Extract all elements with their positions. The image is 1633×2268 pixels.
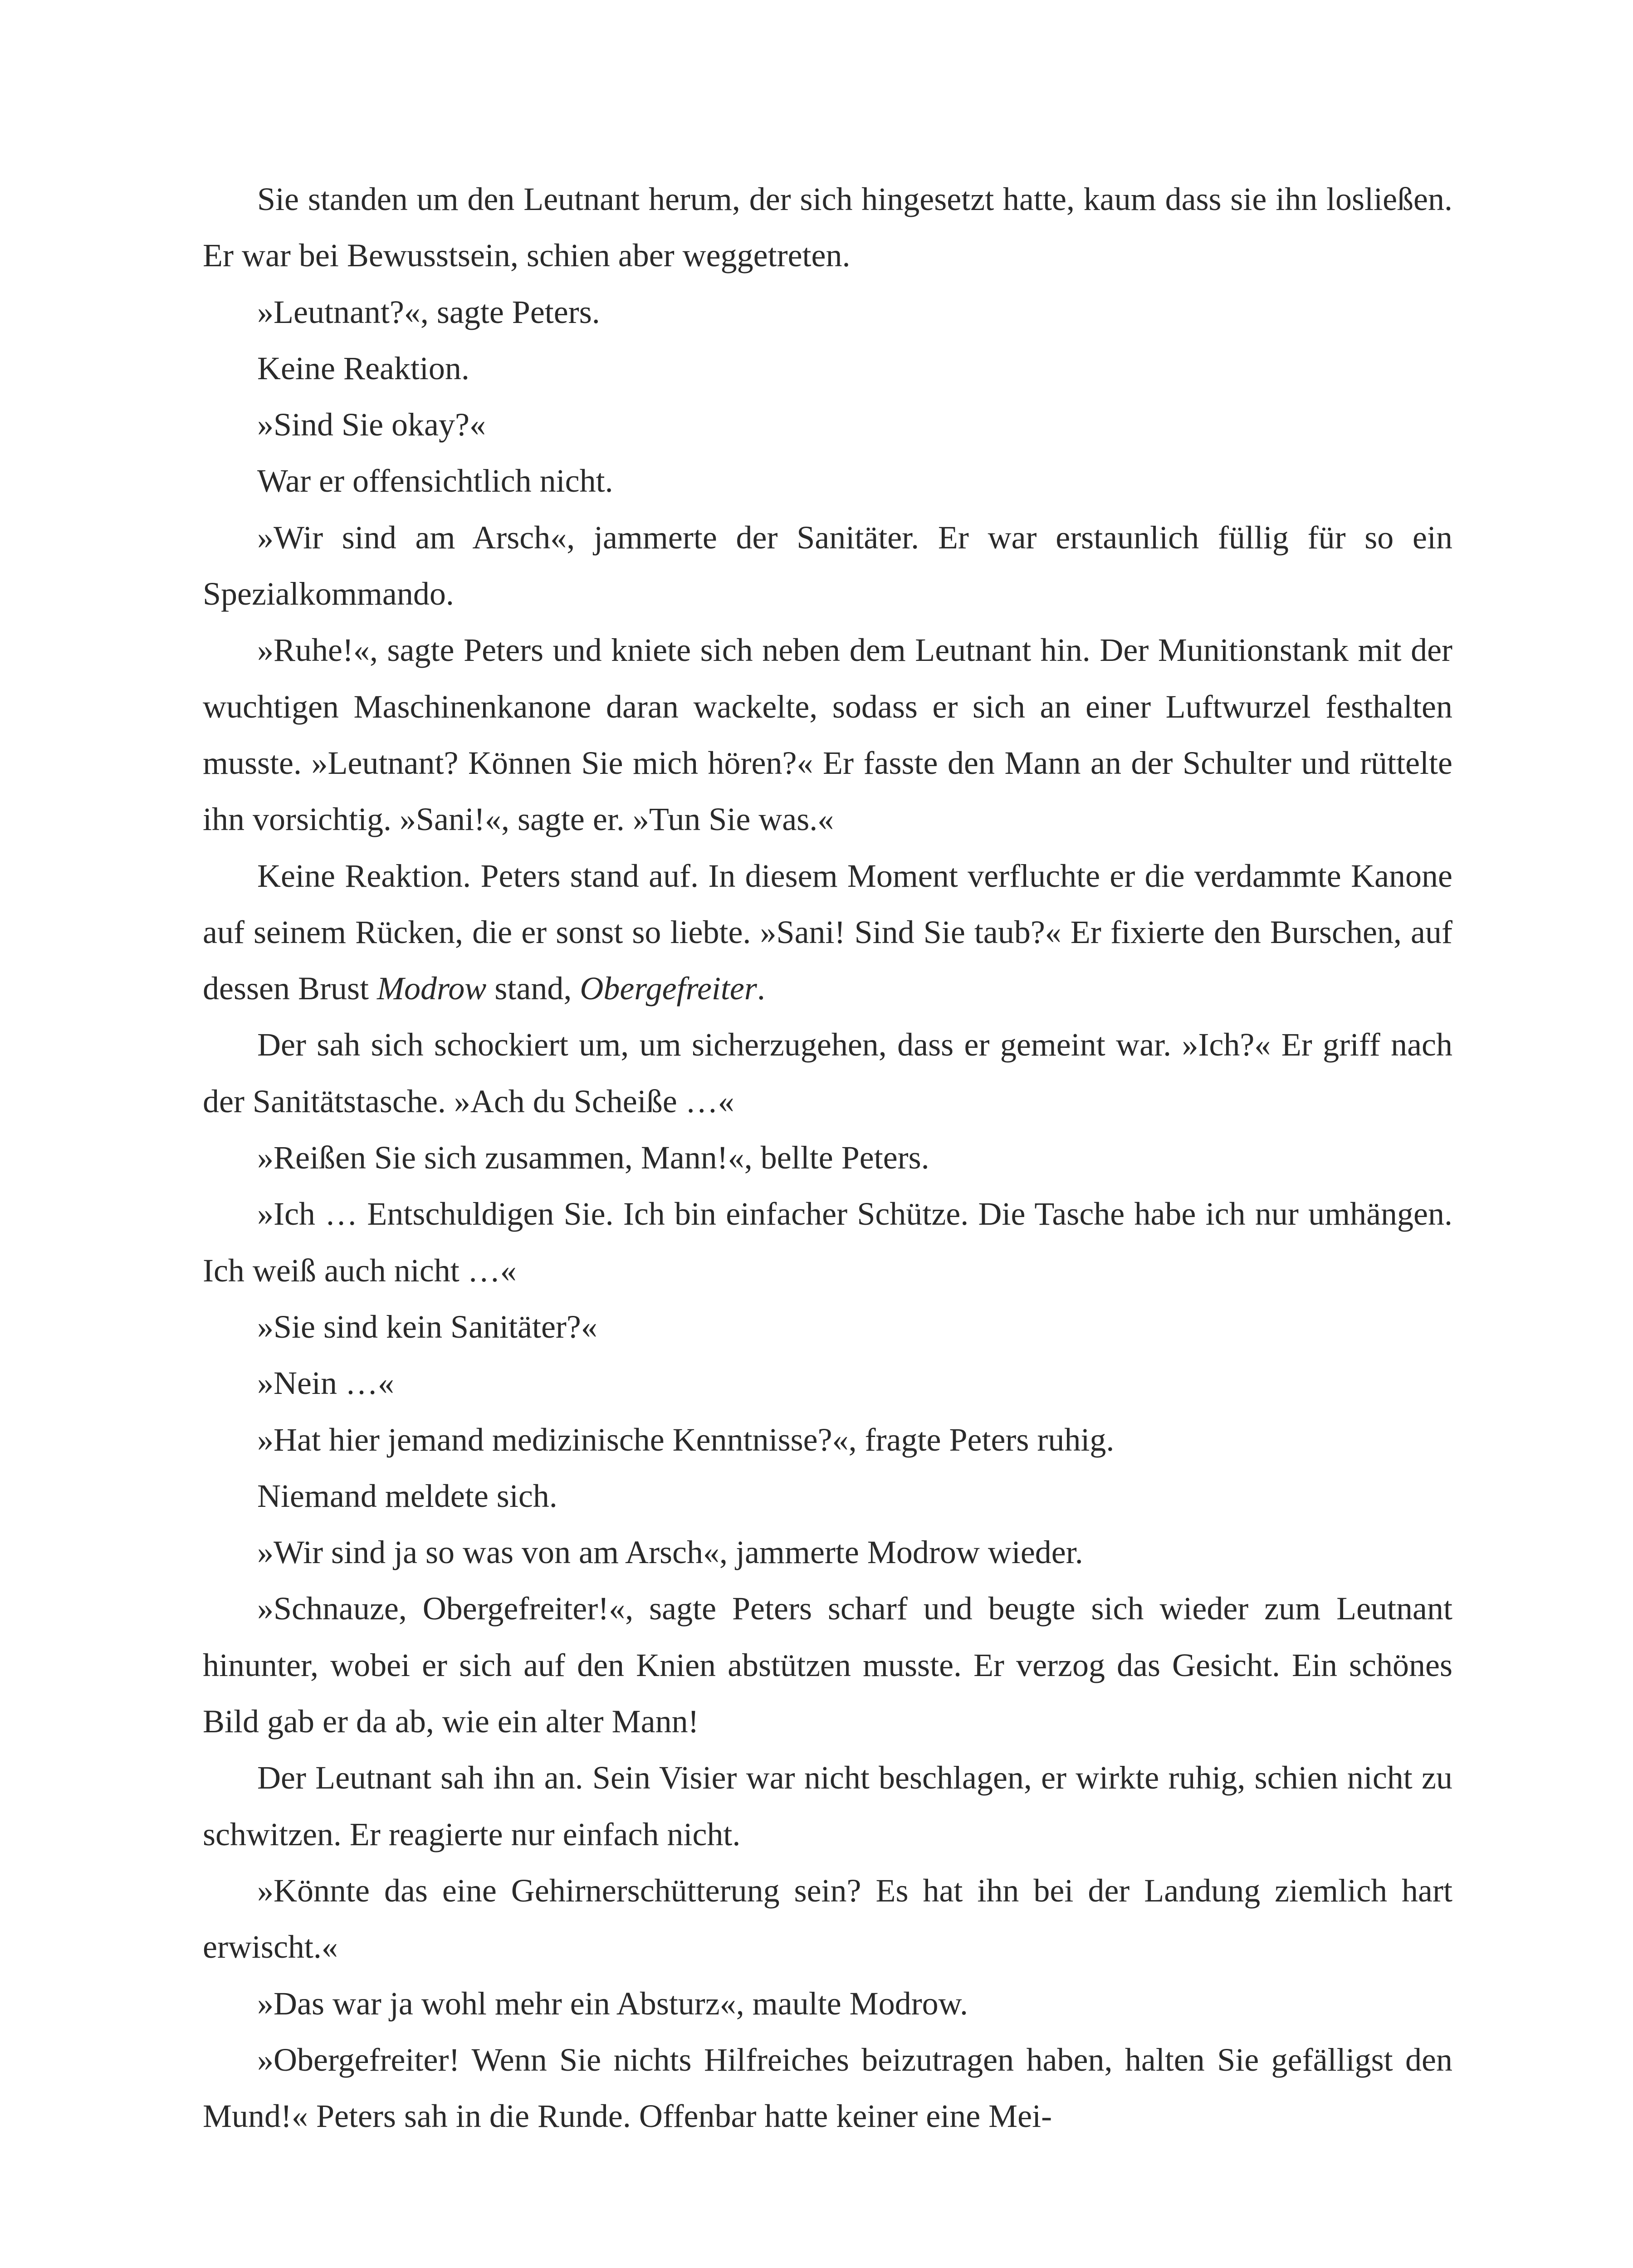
paragraph-text: . (757, 970, 765, 1007)
name-tag-text: Modrow (376, 970, 487, 1007)
paragraph: »Reißen Sie sich zusammen, Mann!«, bellte Peters. (257, 1139, 929, 1176)
rank-tag-text: Obergefreiter (580, 970, 757, 1007)
paragraph: »Wir sind ja so was von am Arsch«, jammerte Modrow wieder. (257, 1534, 1083, 1571)
body-text (203, 171, 1452, 2144)
paragraph-text: stand, (486, 970, 580, 1007)
paragraph: »Ich … Entschuldigen Sie. Ich bin einfacher Schütze. Die Tasche habe ich nur umhängen. Ich weiß auch nicht …« (203, 1196, 1452, 1289)
paragraph: »Sie sind kein Sanitäter?« (257, 1308, 597, 1345)
paragraph (203, 848, 1452, 1017)
paragraph: »Könnte das eine Gehirnerschütterung sein? Es hat ihn bei der Landung ziemlich hart erwischt.« (203, 1872, 1452, 1965)
paragraph: »Nein …« (257, 1365, 394, 1402)
paragraph: Der sah sich schockiert um, um sicherzugehen, dass er gemeint war. »Ich?« Er griff nach der Sanitätstasche. »Ach du Scheiße …« (203, 1026, 1452, 1119)
paragraph: »Ruhe!«, sagte Peters und kniete sich neben dem Leutnant hin. Der Munitionstank mit der wuchtigen Maschinenkanone daran wackelte, sodass er sich an einer Luftwurzel festhalten musste. »Leutnant? Können Sie mich hören?« Er fasste den Mann an der Schulter und rüttelte ihn vorsichtig. »Sani!«, sagte er. »Tun Sie was.« (203, 632, 1452, 838)
paragraph: War er offensichtlich nicht. (257, 463, 613, 499)
paragraph: »Hat hier jemand medizinische Kenntnisse?«, fragte Peters ruhig. (257, 1421, 1115, 1458)
paragraph: »Schnauze, Obergefreiter!«, sagte Peters scharf und beugte sich wieder zum Leutnant hinunter, wobei er sich auf den Knien abstützen musste. Er verzog das Gesicht. Ein schönes Bild gab er da ab, wie ein alter Mann! (203, 1590, 1452, 1740)
paragraph: Niemand meldete sich. (257, 1477, 557, 1514)
paragraph-text: Keine Reaktion. Peters stand auf. In diesem Moment verfluchte er die verdammte Kanone auf seinem Rücken, die er sonst so liebte. »Sani! Sind Sie taub?« Er fixierte den Burschen, auf dessen Brust (203, 857, 1452, 1007)
paragraph: Keine Reaktion. (257, 350, 469, 386)
paragraph: »Sind Sie okay?« (257, 406, 486, 443)
paragraph: Der Leutnant sah ihn an. Sein Visier war nicht beschlagen, er wirkte ruhig, schien nicht zu schwitzen. Er reagierte nur einfach nicht. (203, 1760, 1452, 1853)
paragraph: Sie standen um den Leutnant herum, der sich hingesetzt hatte, kaum dass sie ihn losließen. Er war bei Bewusstsein, schien aber weggetreten. (203, 181, 1452, 274)
paragraph: »Das war ja wohl mehr ein Absturz«, maulte Modrow. (257, 1985, 968, 2022)
paragraph: »Leutnant?«, sagte Peters. (257, 293, 600, 330)
paragraph: »Obergefreiter! Wenn Sie nichts Hilfreiches beizutragen haben, halten Sie gefälligst den Mund!« Peters sah in die Runde. Offenbar hatte keiner eine Mei- (203, 2041, 1452, 2135)
paragraph: »Wir sind am Arsch«, jammerte der Sanitäter. Er war erstaunlich füllig für so ein Spezialkommando. (203, 519, 1452, 612)
